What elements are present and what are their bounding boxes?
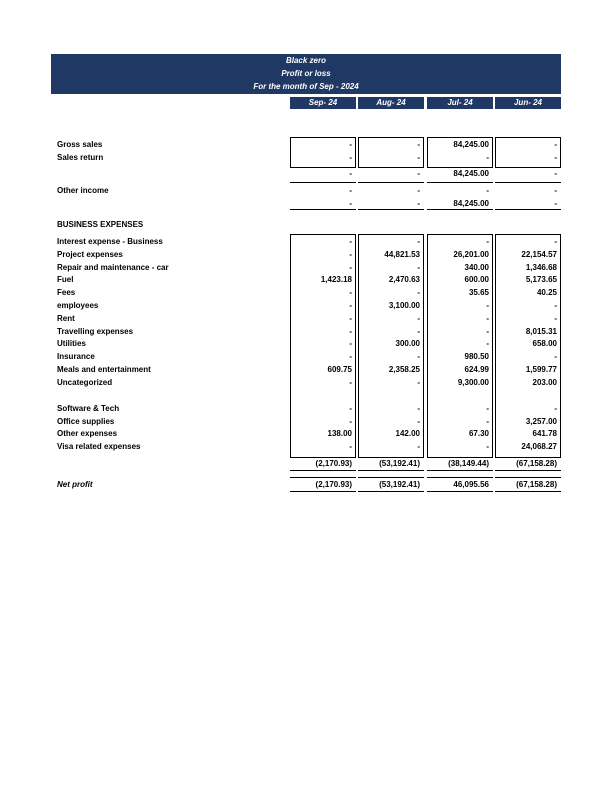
table-cell: - <box>417 352 420 361</box>
total-rule <box>427 470 493 471</box>
total-rule <box>290 470 356 471</box>
table-cell: 600.00 <box>464 275 489 284</box>
total-rule <box>290 491 356 492</box>
table-cell: - <box>417 237 420 246</box>
table-cell: - <box>349 237 352 246</box>
table-cell: - <box>349 169 352 178</box>
column-header: Aug- 24 <box>358 97 424 109</box>
table-cell: - <box>349 352 352 361</box>
table-cell: 609.75 <box>327 365 352 374</box>
table-cell: 1,599.77 <box>525 365 557 374</box>
table-cell: 1,346.68 <box>525 263 557 272</box>
table-cell: 46,095.56 <box>453 480 489 489</box>
table-cell: - <box>417 140 420 149</box>
row-label: Net profit <box>57 480 93 489</box>
report-period: For the month of Sep - 2024 <box>253 82 359 91</box>
total-rule <box>495 477 561 478</box>
total-rule <box>290 209 356 210</box>
table-cell: 26,201.00 <box>453 250 489 259</box>
table-cell: - <box>554 140 557 149</box>
table-cell: 35.65 <box>468 288 489 297</box>
row-label: Office supplies <box>57 417 115 426</box>
table-cell: - <box>417 186 420 195</box>
table-cell: 3,257.00 <box>525 417 557 426</box>
table-cell: (53,192.41) <box>379 459 420 468</box>
total-rule <box>358 491 424 492</box>
table-cell: (2,170.93) <box>315 480 352 489</box>
row-label: BUSINESS EXPENSES <box>57 220 144 229</box>
total-rule <box>495 209 561 210</box>
table-cell: (2,170.93) <box>315 459 352 468</box>
table-cell: 203.00 <box>532 378 557 387</box>
table-cell: 67.30 <box>468 429 489 438</box>
table-cell: 624.99 <box>464 365 489 374</box>
table-cell: - <box>349 314 352 323</box>
table-cell: 84,245.00 <box>453 199 489 208</box>
table-cell: 340.00 <box>464 263 489 272</box>
table-cell: 44,821.53 <box>384 250 420 259</box>
report-header <box>51 54 561 94</box>
table-cell: 658.00 <box>532 339 557 348</box>
total-rule <box>358 209 424 210</box>
table-cell: - <box>486 442 489 451</box>
total-rule <box>427 477 493 478</box>
row-label: Project expenses <box>57 250 123 259</box>
total-rule <box>290 477 356 478</box>
table-cell: (53,192.41) <box>379 480 420 489</box>
table-cell: - <box>349 186 352 195</box>
table-cell: - <box>349 339 352 348</box>
row-label: Other expenses <box>57 429 118 438</box>
table-cell: - <box>486 314 489 323</box>
table-cell: - <box>554 169 557 178</box>
table-cell: - <box>486 327 489 336</box>
row-label: Interest expense - Business <box>57 237 163 246</box>
row-label: Rent <box>57 314 75 323</box>
table-cell: - <box>486 404 489 413</box>
table-cell: 8,015.31 <box>525 327 557 336</box>
table-cell: 980.50 <box>464 352 489 361</box>
table-cell: - <box>486 186 489 195</box>
table-cell: - <box>486 339 489 348</box>
table-cell: 300.00 <box>395 339 420 348</box>
column-header: Sep- 24 <box>290 97 356 109</box>
table-cell: - <box>349 263 352 272</box>
table-cell: 1,423.18 <box>320 275 352 284</box>
table-cell: - <box>486 301 489 310</box>
row-label: Software & Tech <box>57 404 120 413</box>
table-cell: 84,245.00 <box>453 140 489 149</box>
column-header: Jul- 24 <box>427 97 493 109</box>
table-cell: 24,068.27 <box>521 442 557 451</box>
table-cell: - <box>486 153 489 162</box>
row-label: Other income <box>57 186 109 195</box>
row-label: Sales return <box>57 153 104 162</box>
table-cell: - <box>417 442 420 451</box>
company-name: Black zero <box>285 56 327 65</box>
row-label: Repair and maintenance - car <box>57 263 169 272</box>
table-cell: 5,173.65 <box>525 275 557 284</box>
table-cell: - <box>349 442 352 451</box>
total-rule <box>427 209 493 210</box>
table-cell: - <box>554 404 557 413</box>
table-cell: 3,100.00 <box>388 301 420 310</box>
total-rule <box>495 470 561 471</box>
row-label: Utilities <box>57 339 86 348</box>
table-cell: - <box>349 327 352 336</box>
total-rule <box>358 182 424 183</box>
row-label: Gross sales <box>57 140 103 149</box>
table-cell: - <box>349 378 352 387</box>
row-label: Fuel <box>57 275 74 284</box>
table-cell: - <box>417 417 420 426</box>
total-rule <box>358 470 424 471</box>
table-cell: - <box>349 153 352 162</box>
table-cell: - <box>417 153 420 162</box>
row-label: Meals and entertainment <box>57 365 151 374</box>
total-rule <box>495 182 561 183</box>
table-cell: 22,154.57 <box>521 250 557 259</box>
total-rule <box>358 477 424 478</box>
table-cell: - <box>349 301 352 310</box>
total-rule <box>427 182 493 183</box>
table-cell: - <box>417 314 420 323</box>
table-cell: - <box>554 237 557 246</box>
table-cell: - <box>349 417 352 426</box>
table-cell: 641.78 <box>532 429 557 438</box>
column-header: Jun- 24 <box>495 97 561 109</box>
table-cell: (38,149.44) <box>448 459 489 468</box>
row-label: Travelling expenses <box>57 327 134 336</box>
table-cell: (67,158.28) <box>516 480 557 489</box>
total-rule <box>290 182 356 183</box>
table-cell: 142.00 <box>395 429 420 438</box>
table-cell: - <box>417 169 420 178</box>
table-cell: 40.25 <box>536 288 557 297</box>
table-cell: - <box>417 404 420 413</box>
total-rule <box>427 491 493 492</box>
row-label: Uncategorized <box>57 378 113 387</box>
row-label: Fees <box>57 288 76 297</box>
table-cell: 84,245.00 <box>453 169 489 178</box>
table-cell: - <box>349 250 352 259</box>
table-cell: 2,470.63 <box>388 275 420 284</box>
table-cell: - <box>554 314 557 323</box>
table-cell: - <box>349 199 352 208</box>
table-cell: - <box>486 237 489 246</box>
table-cell: - <box>417 378 420 387</box>
table-cell: (67,158.28) <box>516 459 557 468</box>
total-rule <box>495 491 561 492</box>
report-title: Profit or loss <box>281 69 331 78</box>
table-cell: - <box>554 301 557 310</box>
table-cell: 9,300.00 <box>457 378 489 387</box>
table-cell: - <box>554 199 557 208</box>
table-cell: 138.00 <box>327 429 352 438</box>
table-cell: - <box>349 404 352 413</box>
table-cell: - <box>417 327 420 336</box>
row-label: Insurance <box>57 352 95 361</box>
table-cell: - <box>554 186 557 195</box>
table-cell: - <box>417 199 420 208</box>
row-label: employees <box>57 301 99 310</box>
table-cell: - <box>417 263 420 272</box>
table-cell: - <box>554 352 557 361</box>
table-cell: - <box>554 153 557 162</box>
table-cell: - <box>486 417 489 426</box>
table-cell: - <box>417 288 420 297</box>
table-cell: - <box>349 140 352 149</box>
table-cell: - <box>349 288 352 297</box>
row-label: Visa related expenses <box>57 442 141 451</box>
table-cell: 2,358.25 <box>388 365 420 374</box>
